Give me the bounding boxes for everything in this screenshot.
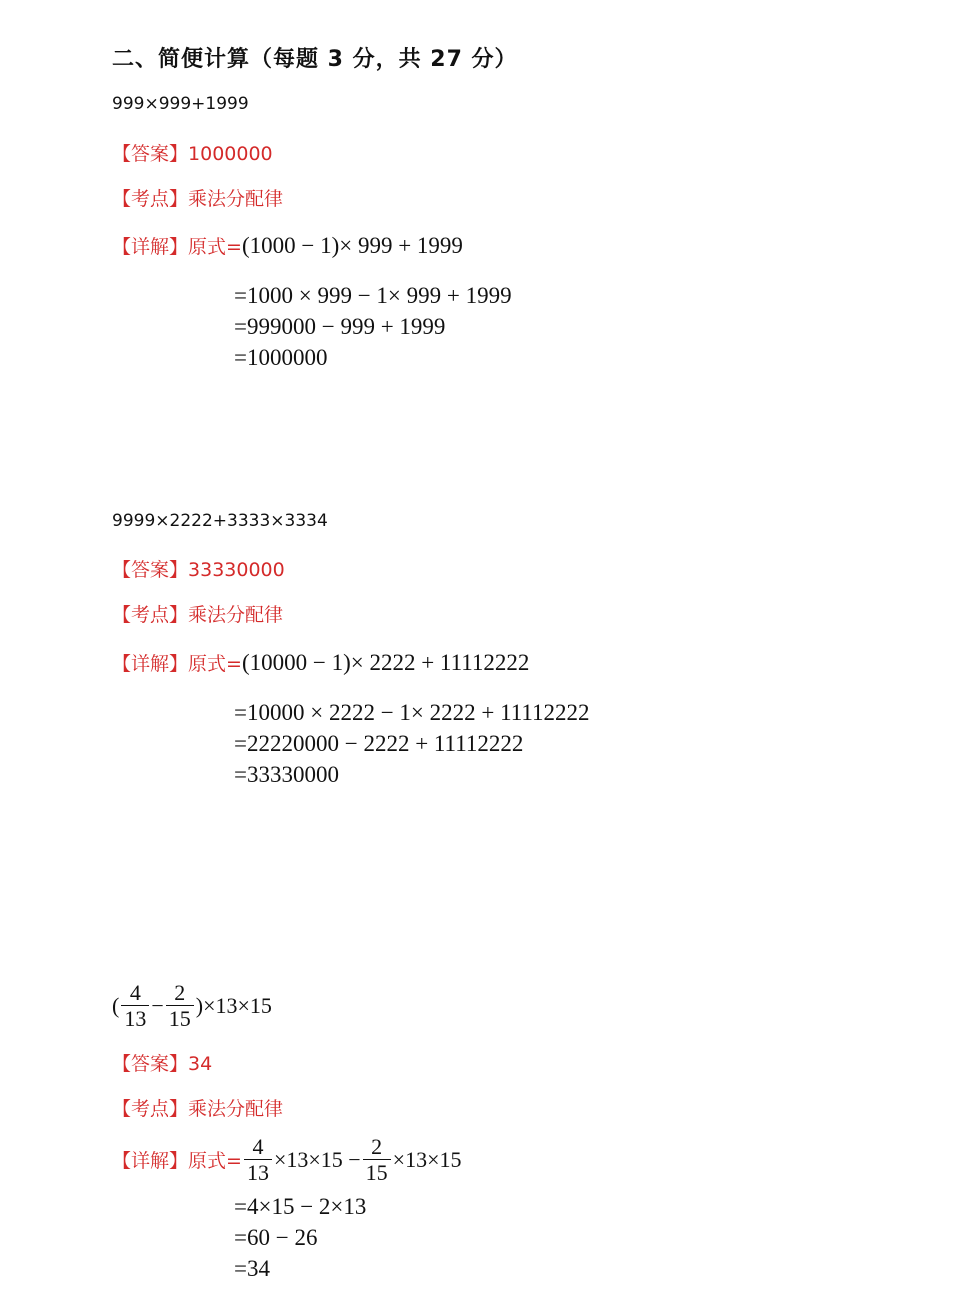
- numerator: 2: [363, 1134, 391, 1160]
- denominator: 13: [124, 1006, 147, 1032]
- problem-3-topic: [112, 1094, 283, 1121]
- answer-value: 34: [188, 1053, 213, 1075]
- problem-1-detail-line: [112, 232, 463, 259]
- denominator: 13: [246, 1160, 269, 1186]
- detail-tag: 【详解】: [112, 1150, 189, 1173]
- problem-1-step-2: =999000 − 999 + 1999: [234, 314, 446, 339]
- numerator: 4: [244, 1134, 272, 1160]
- topic-value: 乘法分配律: [188, 604, 284, 626]
- topic-value: 乘法分配律: [188, 1098, 284, 1120]
- open-paren: (: [112, 992, 120, 1018]
- first-line: (10000 − 1)× 2222 + 11112222: [241, 649, 530, 675]
- answer-tag: 【答案】: [112, 1053, 189, 1075]
- answer-tag: 【答案】: [112, 559, 189, 581]
- problem-2-step-1: =10000 × 2222 − 1× 2222 + 11112222: [234, 700, 590, 725]
- answer-value: 1000000: [188, 143, 273, 165]
- answer-tag: 【答案】: [112, 143, 189, 165]
- first-line: [242, 1134, 462, 1186]
- problem-1-answer: [112, 139, 273, 166]
- problem-2-step-2: =22220000 − 2222 + 11112222: [234, 731, 524, 756]
- problem-2-expression: 9999×2222+3333×3334: [112, 511, 328, 531]
- original-label: 原式=: [188, 1150, 242, 1173]
- detail-tag: 【详解】: [112, 236, 189, 258]
- answer-value: 33330000: [188, 559, 285, 581]
- topic-tag: 【考点】: [112, 1098, 189, 1120]
- fraction: [363, 1134, 391, 1186]
- close-tail: )×13×15: [195, 992, 272, 1018]
- topic-value: 乘法分配律: [188, 188, 284, 210]
- denominator: 15: [168, 1006, 191, 1032]
- original-label: 原式=: [188, 236, 242, 258]
- problem-2-detail-line: [112, 649, 529, 676]
- section-title: 二、简便计算（每题 3 分，共 27 分）: [112, 47, 518, 72]
- first-line: (1000 − 1)× 999 + 1999: [241, 232, 463, 258]
- problem-3-detail-line: [112, 1134, 462, 1186]
- middle-term: ×13×15 −: [273, 1146, 361, 1172]
- fraction: [166, 980, 194, 1032]
- problem-2-answer: [112, 555, 285, 582]
- minus-sign: −: [151, 992, 164, 1018]
- problem-3-answer: [112, 1049, 212, 1076]
- problem-1-step-3: =1000000: [234, 345, 328, 370]
- problem-1-step-1: =1000 × 999 − 1× 999 + 1999: [234, 283, 512, 308]
- tail-term: ×13×15: [392, 1146, 462, 1172]
- detail-tag: 【详解】: [112, 653, 189, 675]
- numerator: 2: [166, 980, 194, 1006]
- problem-3-expression: [112, 980, 272, 1032]
- problem-1-expression: 999×999+1999: [112, 94, 249, 114]
- problem-2-step-3: =33330000: [234, 762, 339, 787]
- fraction: [121, 980, 149, 1032]
- denominator: 15: [365, 1160, 388, 1186]
- topic-tag: 【考点】: [112, 188, 189, 210]
- problem-2-topic: [112, 600, 283, 627]
- problem-3-step-2: =60 − 26: [234, 1225, 318, 1250]
- problem-1-topic: [112, 184, 283, 211]
- problem-3-step-3: =34: [234, 1256, 270, 1281]
- numerator: 4: [121, 980, 149, 1006]
- problem-3-step-1: =4×15 − 2×13: [234, 1194, 367, 1219]
- topic-tag: 【考点】: [112, 604, 189, 626]
- fraction: [244, 1134, 272, 1186]
- original-label: 原式=: [188, 653, 242, 675]
